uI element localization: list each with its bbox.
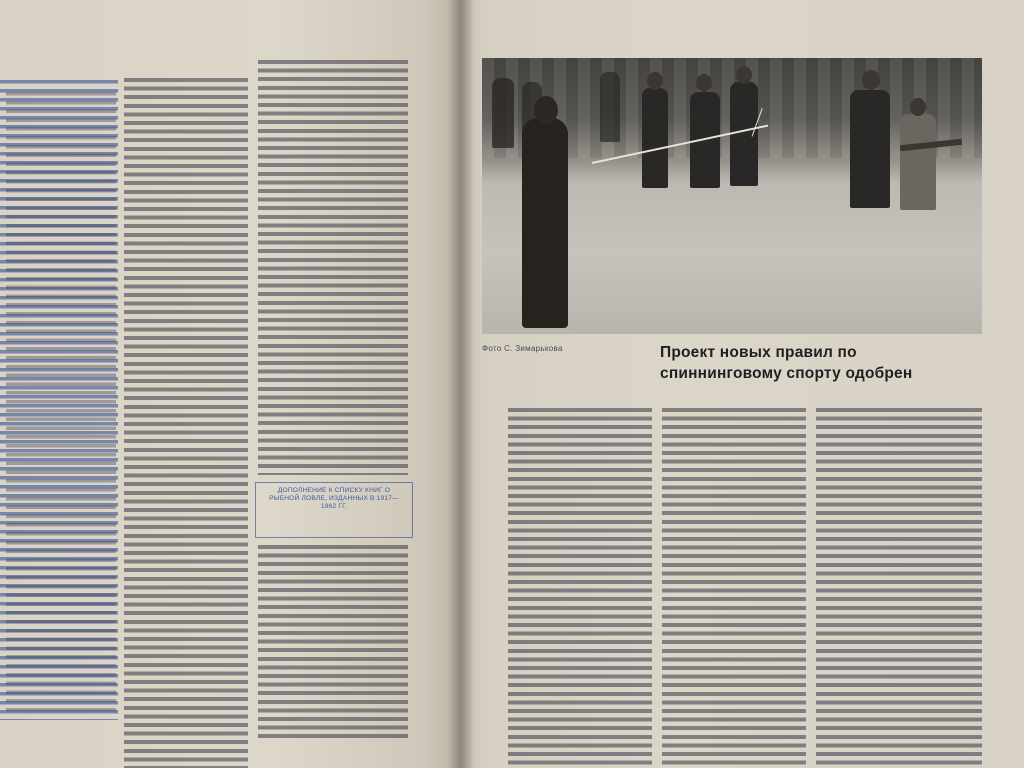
left-page — [0, 0, 460, 768]
article-column-3 — [816, 408, 982, 768]
bibliography-box-title: ДОПОЛНЕНИЕ К СПИСКУ КНИГ О РЫБНОЙ ЛОВЛЕ, ИЗДАННЫХ В 1917—1962 ГГ. — [269, 487, 399, 510]
page-gutter — [448, 0, 474, 768]
photo-caption: Фото С. Зимарькова — [482, 344, 563, 353]
left-text-column-3-bottom — [258, 545, 408, 740]
left-text-column-2 — [124, 78, 248, 768]
bibliography-box — [255, 482, 413, 538]
left-text-column-3 — [258, 60, 408, 475]
article-headline: Проект новых правил по спиннинговому спорту одобрен — [660, 344, 913, 382]
left-text-column-1 — [6, 92, 116, 712]
article-column-2 — [662, 408, 806, 768]
article-column-1 — [508, 408, 652, 768]
stadium-photo — [482, 58, 982, 334]
